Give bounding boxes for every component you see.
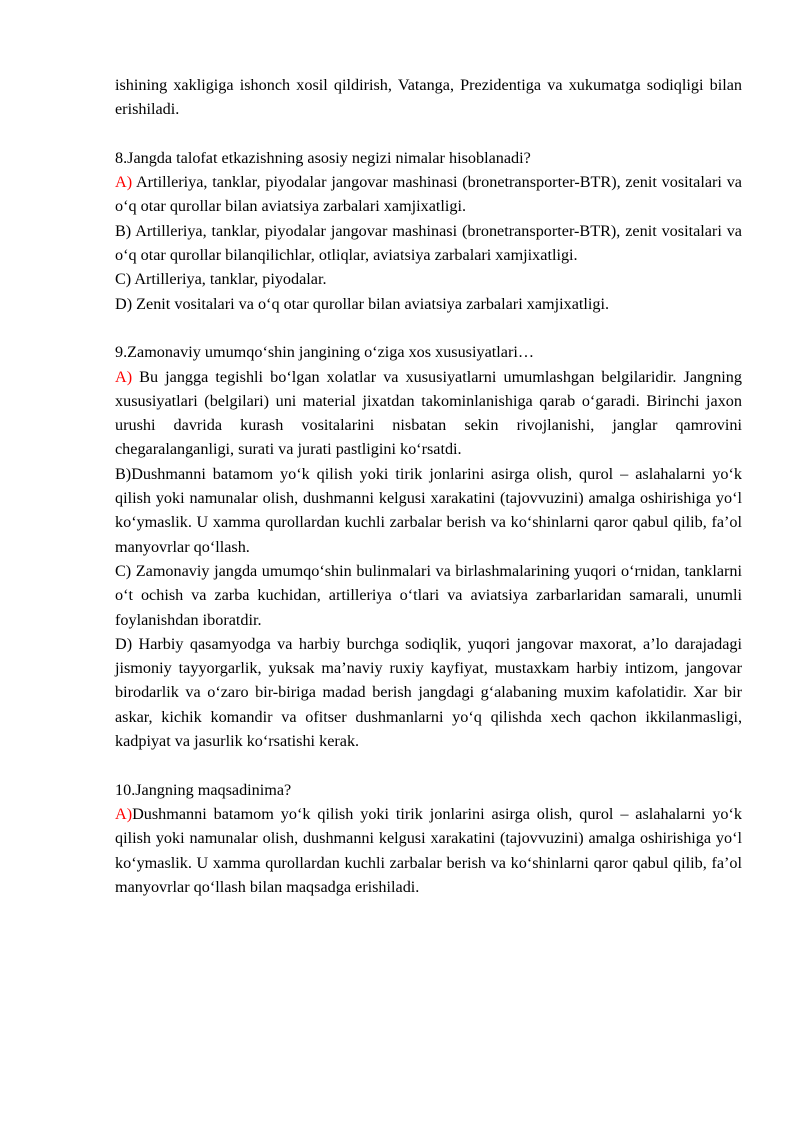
q10-answer-a-text: Dushmanni batamom yo‘k qilish yoki tirik jonlarini asirga olish, qurol – aslahalarni yo‘k qilish yoki namunalar olish, dushmanni kelgusi xarakatini (tajovvuzini) amalga oshirishiga yo‘l ko‘ymaslik. U xamma qurollardan kuchli zarbalar berish va ko‘shinlarni qaror qabul qilib, fa’ol manyovrlar qo‘llash bilan maqsadga erishiladi. [115, 804, 742, 896]
q9-answer-d-letter: D) [115, 634, 133, 653]
spacer [115, 753, 742, 777]
q9-answer-a-letter: A) [115, 367, 133, 386]
q8-answer-a [115, 170, 742, 219]
q8-answer-c-text: Artilleriya, tanklar, piyodalar. [131, 270, 327, 289]
q9-answer-c-letter: C) [115, 561, 132, 580]
q8-answer-b [115, 219, 742, 268]
q8-answer-a-letter: A) [115, 173, 133, 192]
intro-paragraph: ishining xakligiga ishonch xosil qildirish, Vatanga, Prezidentiga va xukumatga sodiqligi bilan erishiladi. [115, 76, 742, 119]
q8-answer-c-letter: C) [115, 270, 132, 289]
q8-answer-c [115, 267, 742, 291]
question-9: 9.Zamonaviy umumqo‘shin jangining o‘ziga xos xususiyatlari… [115, 343, 535, 362]
question-8: 8.Jangda talofat etkazishning asosiy negizi nimalar hisoblanadi? [115, 148, 531, 167]
q9-answer-b [115, 462, 742, 559]
q8-answer-d [115, 292, 742, 316]
question-10: 10.Jangning maqsadinima? [115, 780, 292, 799]
q8-answer-d-text: Zenit vositalari va o‘q otar qurollar bilan aviatsiya zarbalari xamjixatligi. [132, 294, 610, 313]
q8-answer-d-letter: D) [115, 294, 133, 313]
q10-answer-a-letter: A) [115, 804, 133, 823]
q9-answer-a [115, 365, 742, 462]
q8-answer-a-text: Artilleriya, tanklar, piyodalar jangovar mashinasi (bronetransporter-BTR), zenit vositalari va o‘q otar qurollar bilan aviatsiya zarbalari xamjixatligi. [115, 173, 742, 216]
q8-answer-b-letter: B) [115, 221, 132, 240]
q9-answer-a-text: Bu jangga tegishli bo‘lgan xolatlar va xususiyatlarni umumlashgan belgilaridir. Jangning xususiyatlari (belgilari) uni material jixatdan takominlanishiga qarab o‘garadi. Birinchi jaxon urushi davrida kurash vositalarini nisbatan sekin rivojlanishi, janglar qamrovini chegaralanganligi, surati va jurati pastligini ko‘rsatdi. [115, 367, 742, 459]
spacer [115, 122, 742, 146]
q8-answer-b-text: Artilleriya, tanklar, piyodalar jangovar mashinasi (bronetransporter-BTR), zenit vositalari va o‘q otar qurollar bilanqilichlar, otliqlar, aviatsiya zarbalari xamjixatligi. [115, 221, 742, 265]
q9-answer-c [115, 559, 742, 632]
q9-answer-b-text: Dushmanni batamom yo‘k qilish yoki tirik jonlarini asirga olish, qurol – aslahalarni yo‘k qilish yoki namunalar olish, dushmanni kelgusi xarakatini (tajovvuzini) amalga oshirishiga yo‘l ko‘ymaslik. U xamma qurollardan kuchli zarbalar berish va ko‘shinlarni qaror qabul qilib, fa’ol manyovrlar qo‘llash. [115, 464, 742, 556]
q9-answer-d [115, 632, 742, 753]
q10-answer-a [115, 802, 742, 899]
spacer [115, 316, 742, 340]
q9-answer-b-letter: B) [115, 464, 132, 483]
q9-answer-d-text: Harbiy qasamyodga va harbiy burchga sodiqlik, yuqori jangovar maxorat, a’lo darajadagi jismoniy tayyorgarlik, yuksak ma’naviy ruxiy kayfiyat, mustaxkam harbiy intizom, jangovar birodarlik va o‘zaro bir-biriga madad berish jangdagi g‘alabaning muxim kafolatidir. Xar bir askar, kichik komandir va ofitser dushmanlarni yo‘q qilishda xech qachon ikkilanmasligi, kadpiyat va jasurlik ko‘rsatishi kerak. [115, 634, 742, 751]
q9-answer-c-text: Zamonaviy jangda umumqo‘shin bulinmalari va birlashmalarining yuqori o‘rnidan, tanklarni o‘t ochish va zarba kuchidan, artilleriya o‘tlari va aviatsiya zarbarlaridan samarali, unumli foylanishdan iboratdir. [115, 561, 742, 629]
